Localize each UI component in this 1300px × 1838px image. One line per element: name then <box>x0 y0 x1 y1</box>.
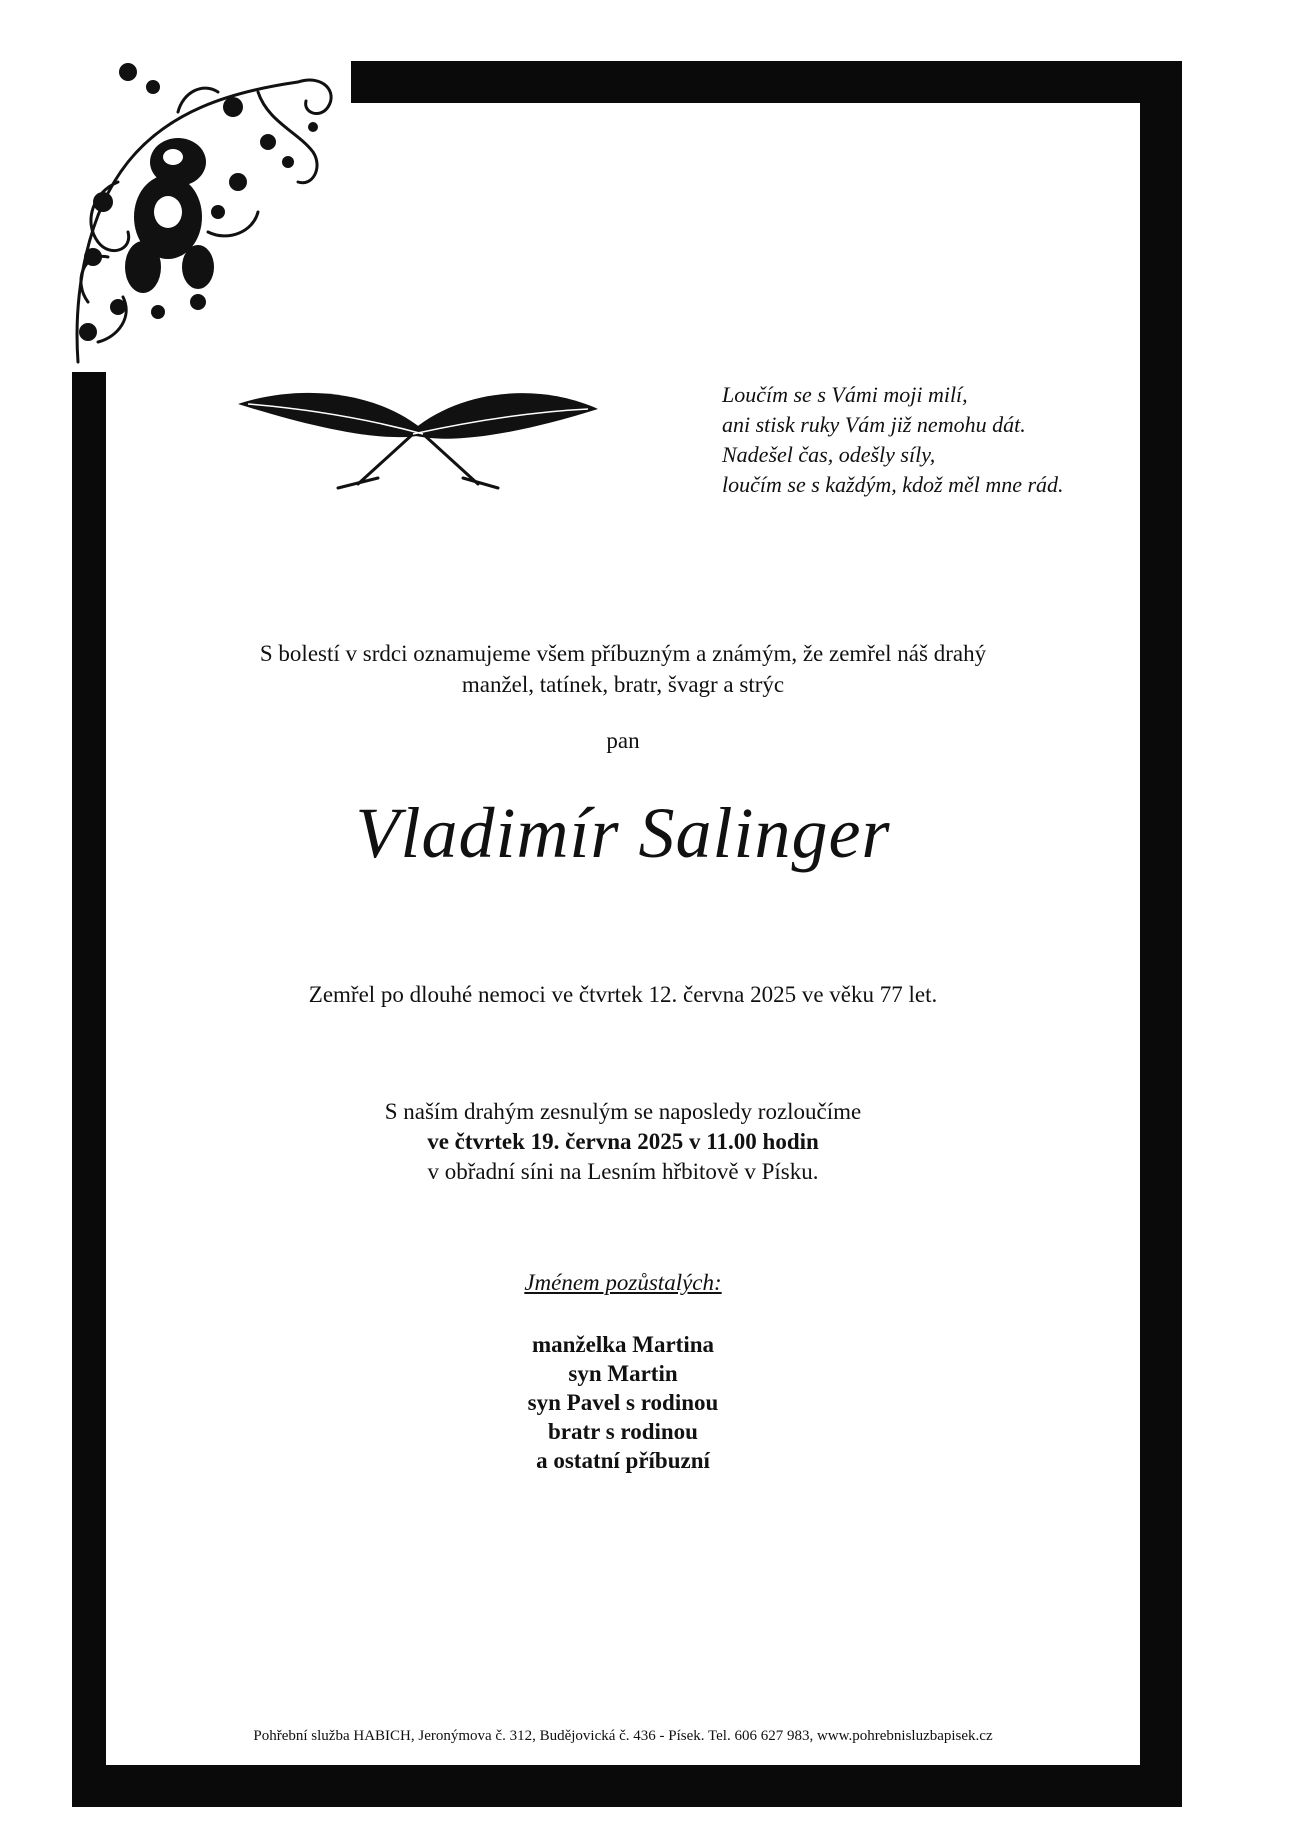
frame-top-bar <box>351 61 1179 103</box>
survivor-item: manželka Martina <box>531 1332 715 1357</box>
announcement-line: S bolestí v srdci oznamujeme všem příbuzným a známým, že zemřel náš drahý <box>259 641 987 666</box>
cherub-vine-ornament-icon <box>58 52 348 372</box>
frame-left-bar <box>72 372 106 1807</box>
funeral-service-footer: Pohřební služba HABICH, Jeronýmova č. 312, Budějovická č. 436 - Písek. Tel. 606 627 983, www.pohrebnisluzbapisek.cz <box>253 1728 993 1744</box>
deceased-name: Vladimír Salinger <box>355 793 891 873</box>
crossed-feathers-icon <box>238 384 598 490</box>
poem-line: Loučím se s Vámi moji milí, <box>722 382 968 407</box>
farewell-ceremony <box>106 1097 1140 1187</box>
death-notice: Zemřel po dlouhé nemoci ve čtvrtek 12. června 2025 ve věku 77 let. <box>308 982 938 1007</box>
survivor-item: syn Martin <box>568 1361 678 1386</box>
death-announcement <box>106 638 1140 700</box>
title-word: pan <box>606 728 640 753</box>
survivors-heading: Jménem pozůstalých: <box>524 1270 722 1295</box>
survivors-list <box>106 1330 1140 1475</box>
survivor-item: syn Pavel s rodinou <box>527 1390 719 1415</box>
poem-line: ani stisk ruky Vám již nemohu dát. <box>722 412 1026 437</box>
survivor-item: bratr s rodinou <box>548 1419 698 1444</box>
farewell-poem <box>722 380 1122 500</box>
farewell-line: S naším drahým zesnulým se naposledy rozloučíme <box>384 1099 862 1124</box>
frame-right-bar <box>1140 61 1182 1800</box>
survivor-item: a ostatní příbuzní <box>536 1448 710 1473</box>
farewell-date-time: ve čtvrtek 19. června 2025 v 11.00 hodin <box>427 1129 819 1154</box>
frame-bottom-bar <box>72 1765 1182 1807</box>
poem-line: loučím se s každým, kdož měl mne rád. <box>722 472 1064 497</box>
announcement-line: manžel, tatínek, bratr, švagr a strýc <box>461 672 785 697</box>
farewell-location: v obřadní síni na Lesním hřbitově v Písku. <box>427 1159 819 1184</box>
poem-line: Nadešel čas, odešly síly, <box>722 442 936 467</box>
